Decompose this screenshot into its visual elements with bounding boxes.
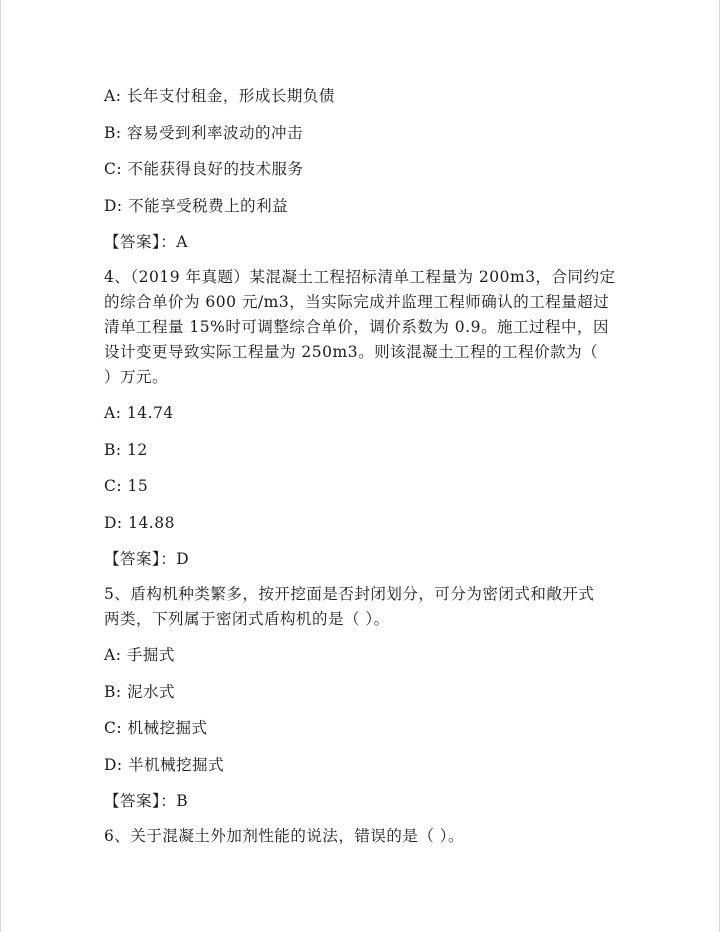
option-a: A: 手掘式 [104, 646, 175, 664]
answer-line: 【答案】：A [104, 233, 188, 251]
question-line: 5、盾构机种类繁多，按开挖面是否封闭划分，可分为密闭式和敞开式 [104, 585, 595, 603]
option-c: C: 机械挖掘式 [104, 719, 208, 737]
document-content [104, 84, 624, 860]
option-b: B: 容易受到利率波动的冲击 [104, 123, 304, 142]
option-d: D: 不能享受税费上的利益 [104, 196, 289, 215]
question-line: ）万元。 [104, 368, 169, 386]
answer-line: 【答案】：D [104, 550, 190, 568]
option-c: C: 15 [104, 477, 149, 495]
question-4 [104, 265, 624, 390]
question-line: 6、关于混凝土外加剂性能的说法，错误的是（ ）。 [104, 827, 465, 845]
question-line: 的综合单价为 600 元/m3，当实际完成并监理工程师确认的工程量超过 [104, 293, 610, 311]
question-line: 4、（2019 年真题）某混凝土工程招标清单工程量为 200m3，合同约定 [104, 268, 616, 286]
option-d: D: 14.88 [104, 513, 175, 532]
question-6 [104, 824, 624, 849]
option-a: A: 14.74 [104, 404, 174, 422]
option-b: B: 12 [104, 440, 148, 459]
option-c: C: 不能获得良好的技术服务 [104, 160, 304, 178]
question-line: 清单工程量 15%时可调整综合单价，调价系数为 0.9。施工过程中，因 [104, 318, 609, 336]
answer-line: 【答案】：B [104, 792, 189, 810]
option-a: A: 长年支付租金，形成长期负债 [104, 87, 335, 105]
question-line: 设计变更导致实际工程量为 250m3。则该混凝土工程的工程价款为（ [104, 343, 599, 361]
question-line: 两类，下列属于密闭式盾构机的是（ ）。 [104, 610, 390, 628]
option-d: D: 半机械挖掘式 [104, 755, 225, 774]
question-5 [104, 582, 624, 632]
option-b: B: 泥水式 [104, 682, 176, 701]
